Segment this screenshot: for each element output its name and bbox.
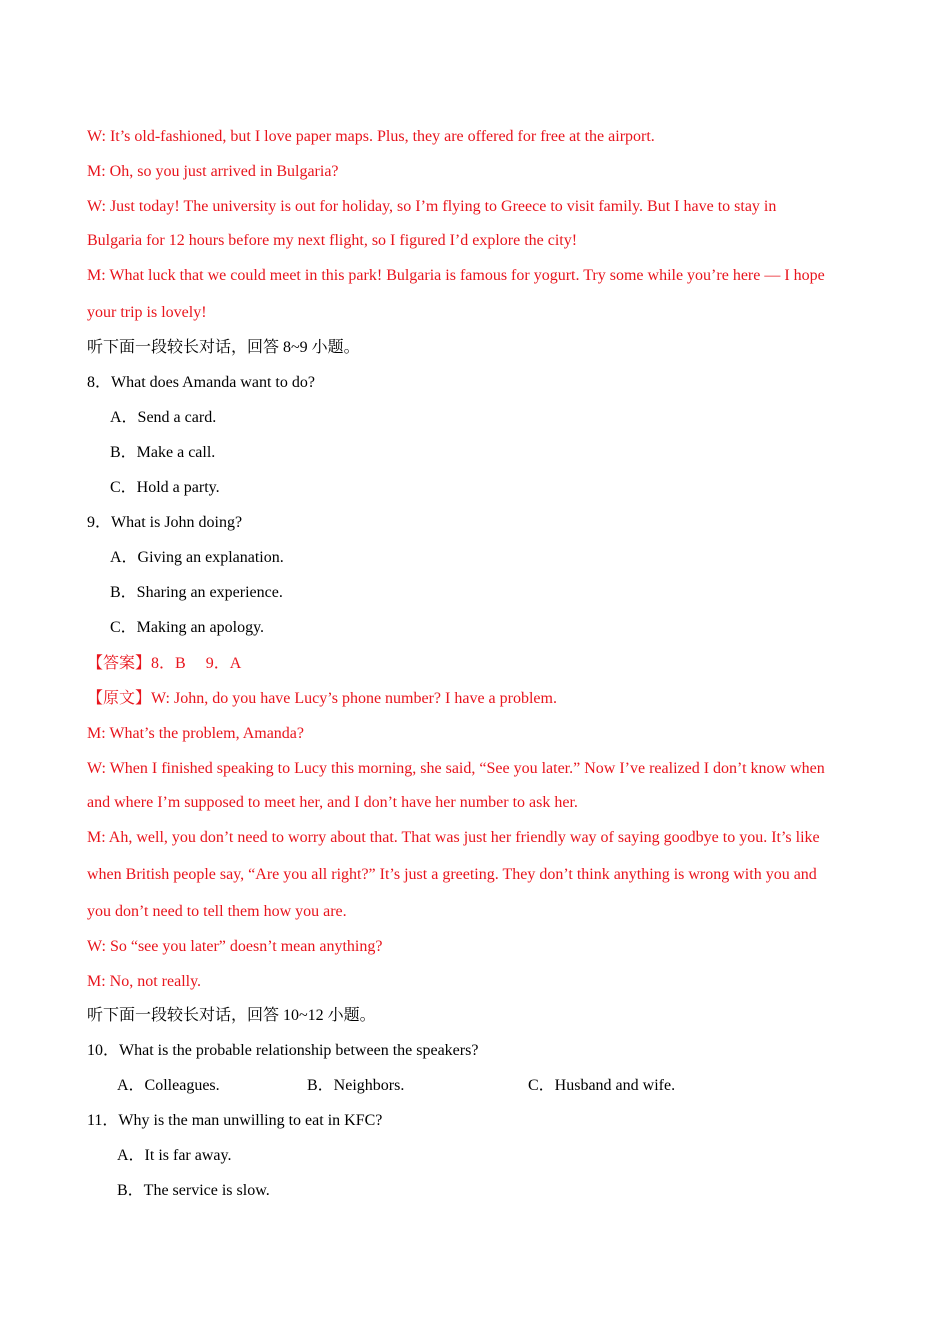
transcript-line: W: So “see you later” doesn’t mean anything? xyxy=(87,938,383,955)
question-11: 11．Why is the man unwilling to eat in KFC? xyxy=(87,1112,383,1129)
transcript-line: M: What luck that we could meet in this park! Bulgaria is famous for yogurt. Try some while you’re here — I hope xyxy=(87,267,825,284)
transcript-first-line: W: John, do you have Lucy’s phone number? I have a problem. xyxy=(151,690,557,707)
transcript-tag: 【原文】 xyxy=(87,690,152,707)
option-8-a: A．Send a card. xyxy=(110,409,217,426)
transcript-line: when British people say, “Are you all right?” It’s just a greeting. They don’t think anything is wrong with you and xyxy=(87,866,817,883)
question-10: 10．What is the probable relationship between the speakers? xyxy=(87,1042,479,1059)
transcript-line: your trip is lovely! xyxy=(87,304,207,321)
answer-text: 8．B 9．A xyxy=(151,655,242,672)
option-8-c: C．Hold a party. xyxy=(110,479,220,496)
answer-line xyxy=(87,654,241,674)
transcript-line: M: What’s the problem, Amanda? xyxy=(87,725,304,742)
question-8: 8．What does Amanda want to do? xyxy=(87,374,315,391)
transcript-line: Bulgaria for 12 hours before my next flight, so I figured I’d explore the city! xyxy=(87,232,578,249)
option-9-a: A．Giving an explanation. xyxy=(110,549,284,566)
transcript-line: M: Ah, well, you don’t need to worry about that. That was just her friendly way of saying goodbye to you. It’s like xyxy=(87,829,820,846)
section-intro: 听下面一段较长对话，回答 8~9 小题。 xyxy=(87,339,360,356)
transcript-line: you don’t need to tell them how you are. xyxy=(87,903,347,920)
transcript-line: W: It’s old-fashioned, but I love paper maps. Plus, they are offered for free at the airport. xyxy=(87,128,655,145)
transcript-header-line xyxy=(87,689,557,709)
section-intro: 听下面一段较长对话，回答 10~12 小题。 xyxy=(87,1007,376,1024)
transcript-line: M: Oh, so you just arrived in Bulgaria? xyxy=(87,163,339,180)
option-11-b: B．The service is slow. xyxy=(117,1182,270,1199)
option-9-c: C．Making an apology. xyxy=(110,619,265,636)
transcript-line: and where I’m supposed to meet her, and I don’t have her number to ask her. xyxy=(87,794,578,811)
transcript-line: M: No, not really. xyxy=(87,973,202,990)
option-10-b: B．Neighbors. xyxy=(307,1077,405,1094)
option-10-a: A．Colleagues. xyxy=(117,1077,220,1094)
question-9: 9．What is John doing? xyxy=(87,514,243,531)
transcript-line: W: When I finished speaking to Lucy this morning, she said, “See you later.” Now I’ve realized I don’t know when xyxy=(87,760,825,777)
answer-tag: 【答案】 xyxy=(87,655,152,672)
transcript-line: W: Just today! The university is out for holiday, so I’m flying to Greece to visit family. But I have to stay in xyxy=(87,198,777,215)
option-8-b: B．Make a call. xyxy=(110,444,216,461)
option-9-b: B．Sharing an experience. xyxy=(110,584,283,601)
option-11-a: A．It is far away. xyxy=(117,1147,232,1164)
option-10-c: C．Husband and wife. xyxy=(528,1077,676,1094)
